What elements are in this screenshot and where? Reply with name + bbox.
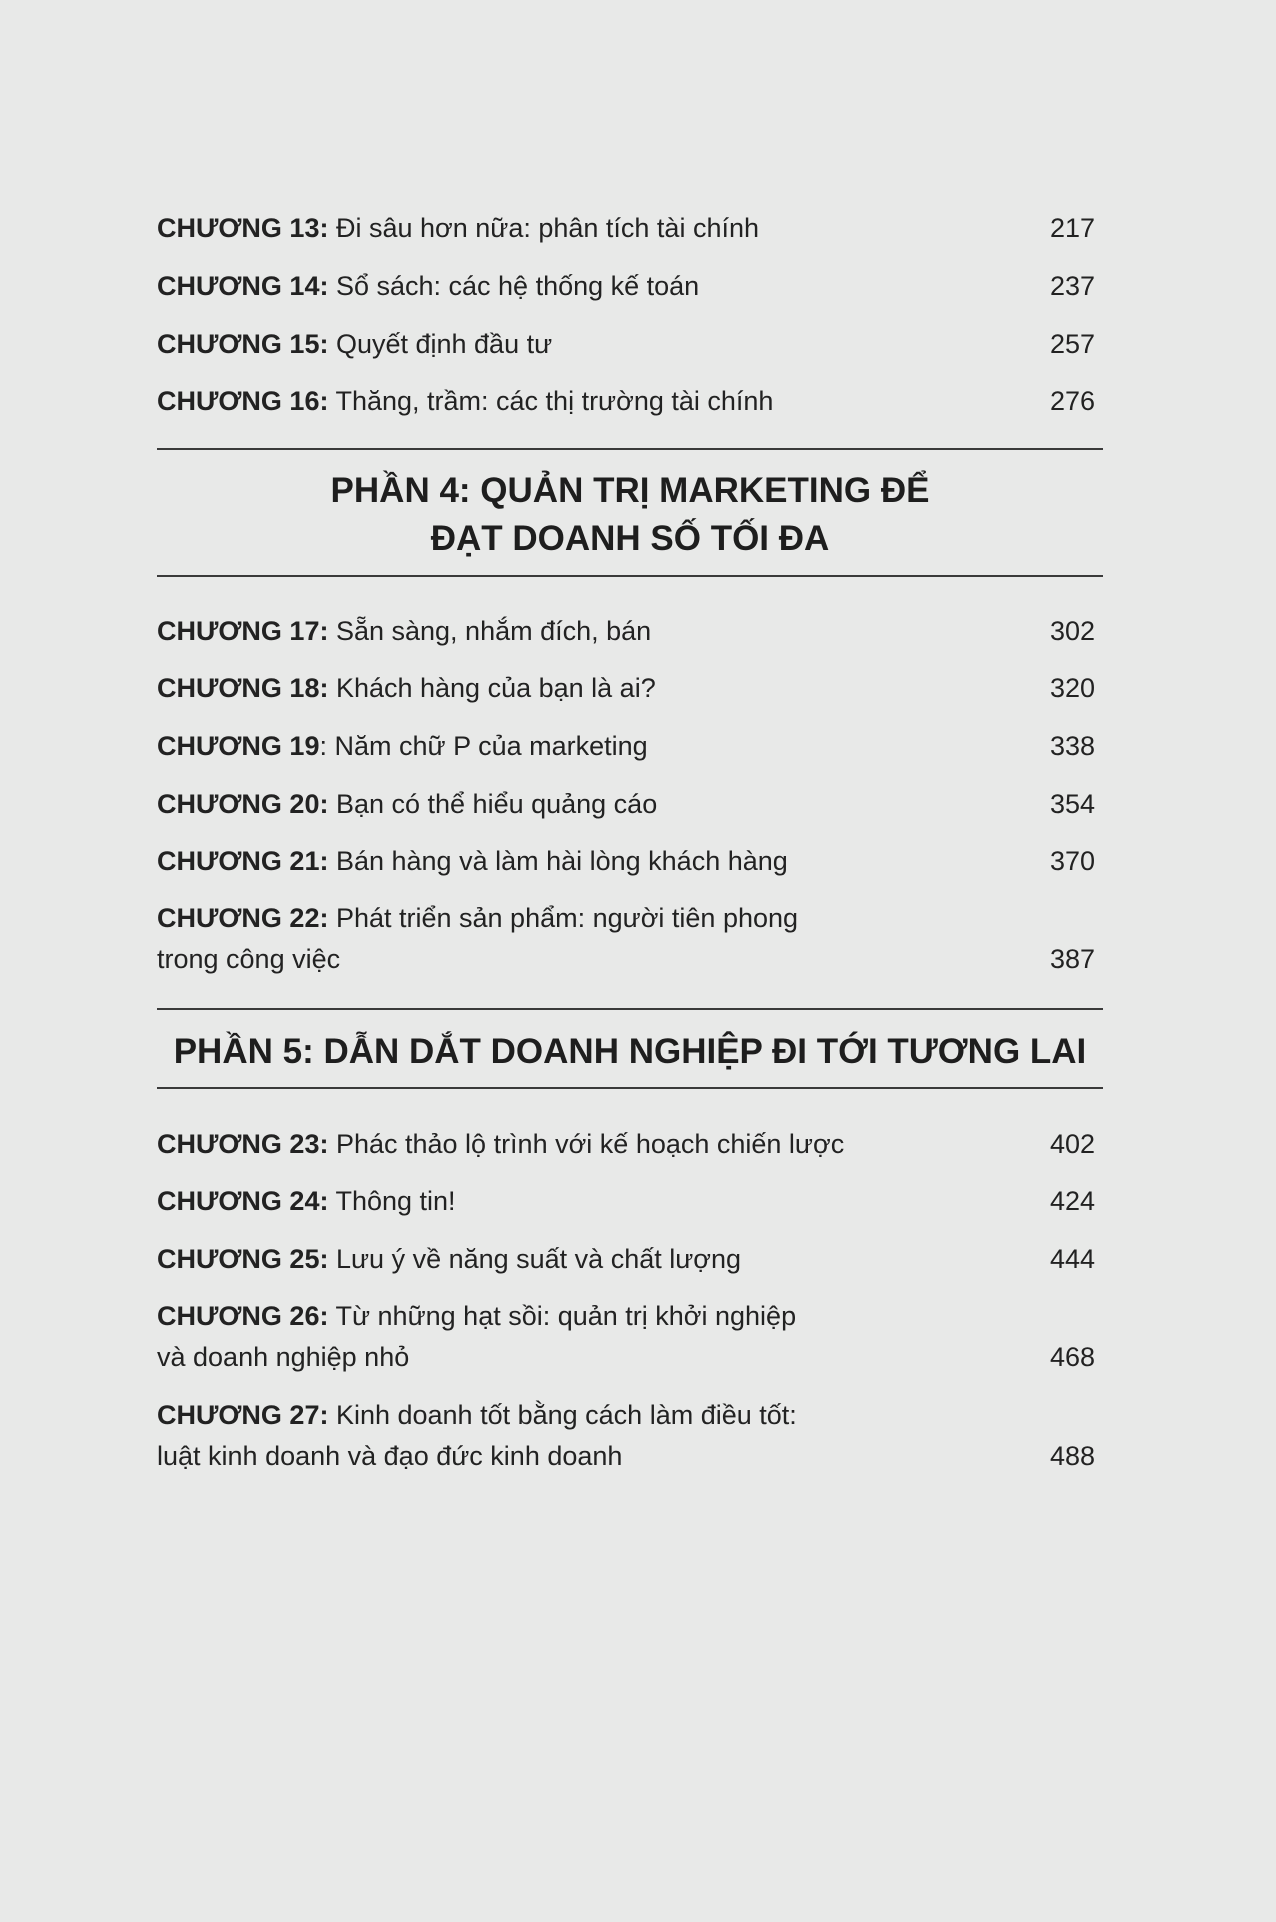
toc-entry-ch22: [157, 898, 1103, 980]
divider-top-part5: [157, 1008, 1103, 1010]
chapter-title: Kinh doanh tốt bằng cách làm điều tốt:: [328, 1400, 797, 1430]
toc-entry-ch24: [157, 1181, 1103, 1222]
page-number: 370: [1049, 846, 1095, 876]
chapter-title: Bạn có thể hiểu quảng cáo: [328, 789, 658, 819]
toc-entry-ch14: [157, 266, 1103, 307]
toc-entry-ch26: [157, 1296, 1103, 1378]
chapter-title: Bán hàng và làm hài lòng khách hàng: [328, 846, 788, 876]
toc-entry-ch23: [157, 1124, 1103, 1165]
chapter-title: : Năm chữ P của marketing: [319, 731, 648, 761]
chapter-title: Đi sâu hơn nữa: phân tích tài chính: [328, 213, 759, 243]
chapter-title: Thông tin!: [328, 1186, 456, 1216]
chapter-label: CHƯƠNG 19: [157, 731, 320, 761]
chapter-title: Sẵn sàng, nhắm đích, bán: [328, 616, 652, 646]
divider-top-part4: [157, 448, 1103, 450]
chapter-label: CHƯƠNG 22:: [157, 903, 329, 933]
chapter-title: Phát triển sản phẩm: người tiên phong: [328, 903, 799, 933]
chapter-title-continued: luật kinh doanh và đạo đức kinh doanh: [157, 1441, 623, 1471]
chapter-label: CHƯƠNG 27:: [157, 1400, 329, 1430]
chapter-title: Quyết định đầu tư: [328, 329, 553, 359]
chapter-label: CHƯƠNG 18:: [157, 673, 329, 703]
part5-heading: PHẦN 5: DẪN DẮT DOANH NGHIỆP ĐI TỚI TƯƠNG LAI: [173, 1032, 1087, 1071]
page-number: 354: [1049, 789, 1095, 819]
page-number: 276: [1049, 386, 1095, 416]
page-number: 444: [1049, 1244, 1095, 1274]
toc-entry-ch19: [157, 726, 1103, 767]
chapter-title-continued: và doanh nghiệp nhỏ: [157, 1342, 410, 1372]
chapter-title: Khách hàng của bạn là ai?: [328, 673, 656, 703]
page-number: 488: [1049, 1441, 1095, 1471]
page-number: 338: [1049, 731, 1095, 761]
chapter-title: Từ những hạt sồi: quản trị khởi nghiệp: [328, 1301, 797, 1331]
part4-heading-line1: PHẦN 4: QUẢN TRỊ MARKETING ĐỂ: [330, 471, 930, 510]
page-number: 424: [1049, 1186, 1095, 1216]
page-number: 237: [1049, 271, 1095, 301]
divider-bottom-part4: [157, 575, 1103, 577]
chapter-label: CHƯƠNG 20:: [157, 789, 329, 819]
chapter-label: CHƯƠNG 24:: [157, 1186, 329, 1216]
chapter-label: CHƯƠNG 26:: [157, 1301, 329, 1331]
page-number: 302: [1049, 616, 1095, 646]
chapter-label: CHƯƠNG 15:: [157, 329, 329, 359]
chapter-label: CHƯƠNG 14:: [157, 271, 329, 301]
page-number: 320: [1049, 673, 1095, 703]
chapter-title: Phác thảo lộ trình với kế hoạch chiến lược: [328, 1129, 845, 1159]
toc-entry-ch27: [157, 1395, 1103, 1477]
toc-entry-ch20: [157, 784, 1103, 825]
page-number: 217: [1049, 213, 1095, 243]
part4-heading-line2: ĐẠT DOANH SỐ TỐI ĐA: [430, 519, 830, 558]
toc-entry-ch13: [157, 208, 1103, 249]
page-number: 257: [1049, 329, 1095, 359]
toc-entry-ch25: [157, 1239, 1103, 1280]
chapter-title: Thăng, trầm: các thị trường tài chính: [328, 386, 774, 416]
toc-entry-ch21: [157, 841, 1103, 882]
toc-entry-ch18: [157, 668, 1103, 709]
page-number: 387: [1049, 944, 1095, 974]
chapter-label: CHƯƠNG 23:: [157, 1129, 329, 1159]
chapter-label: CHƯƠNG 25:: [157, 1244, 329, 1274]
toc-entry-ch15: [157, 324, 1103, 365]
toc-entry-ch17: [157, 611, 1103, 652]
page-number: 402: [1049, 1129, 1095, 1159]
chapter-title: Sổ sách: các hệ thống kế toán: [328, 271, 700, 301]
chapter-title-continued: trong công việc: [157, 944, 341, 974]
chapter-label: CHƯƠNG 21:: [157, 846, 329, 876]
divider-bottom-part5: [157, 1087, 1103, 1089]
page-number: 468: [1049, 1342, 1095, 1372]
toc-entry-ch16: [157, 381, 1103, 422]
chapter-label: CHƯƠNG 17:: [157, 616, 329, 646]
chapter-label: CHƯƠNG 13:: [157, 213, 329, 243]
chapter-title: Lưu ý về năng suất và chất lượng: [328, 1244, 742, 1274]
chapter-label: CHƯƠNG 16:: [157, 386, 329, 416]
